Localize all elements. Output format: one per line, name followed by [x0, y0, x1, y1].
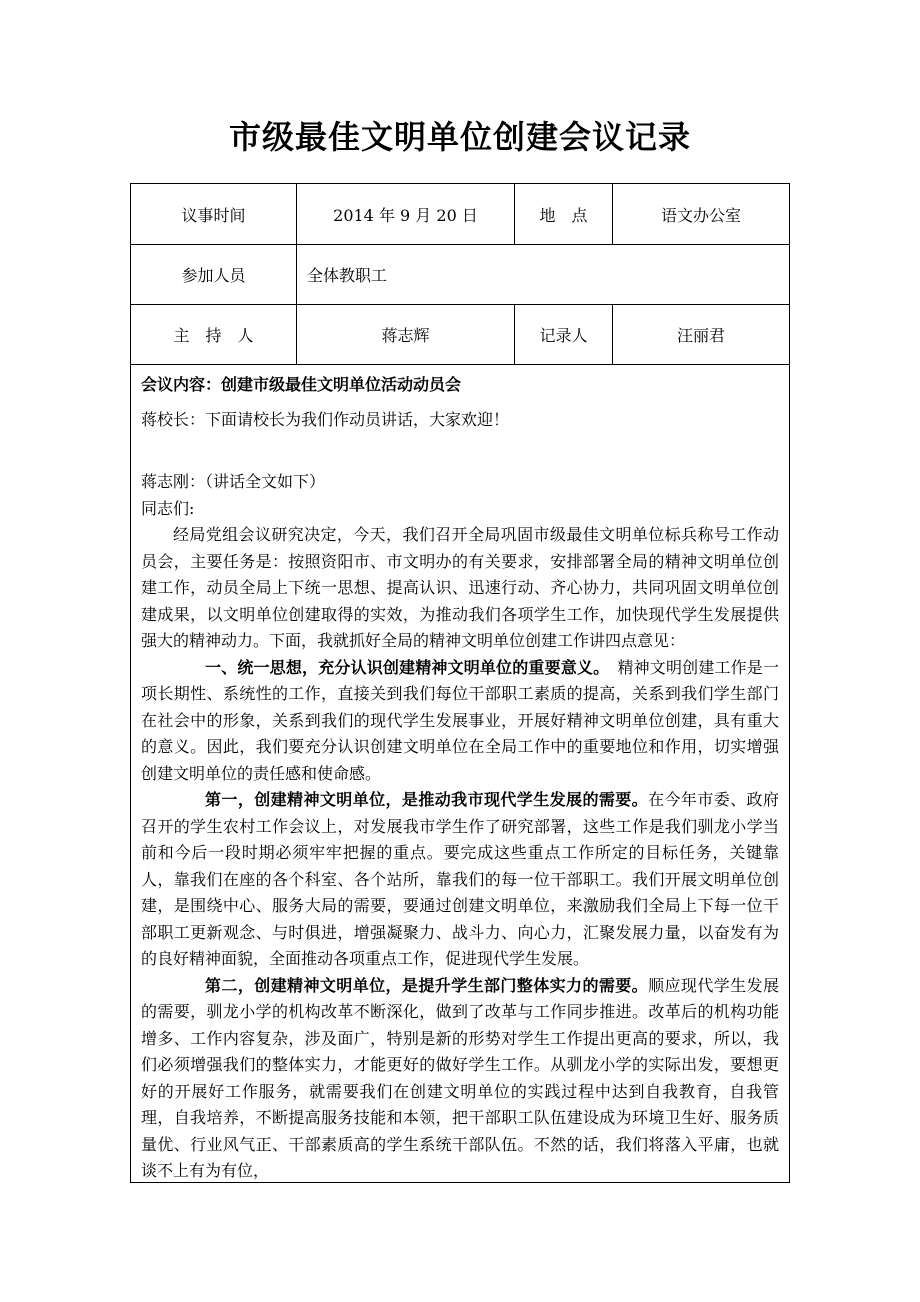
- section-1: [141, 655, 779, 788]
- point-1-heading: 第一，创建精神文明单位，是推动我市现代学生发展的需要。: [205, 790, 649, 809]
- opening-remark: 蒋校长：下面请校长为我们作动员讲话，大家欢迎！: [141, 409, 510, 429]
- place-value: 语文办公室: [612, 184, 789, 244]
- time-label: 议事时间: [181, 205, 246, 225]
- point-1-text: 在今年市委、政府召开的学生农村工作会议上，对发展我市学生作了研究部署，这些工作是我们驯龙小学当前和今后一段时期必须牢牢把握的重点。要完成这些重点工作所定的目标任务，关键靠人，靠我们在座的各个科室、各个站所，靠我们的每一位干部职工。我们开展文明单位创建，是围绕中心、服务大局的需要，要通过创建文明单位，来激励我们全局上下每一位干部职工更新观念、与时俱进，增强凝聚力、战斗力、向心力，汇聚发展力量，以奋发有为的良好精神面貌，全面推动各项重点工作，促进现代学生发展。: [141, 790, 779, 968]
- row-time-place: [131, 184, 789, 245]
- meeting-content: [131, 364, 789, 1182]
- time-value: 2014 年 9 月 20 日: [296, 184, 514, 244]
- row-attendees: [131, 244, 789, 305]
- attendees-label: 参加人员: [181, 265, 246, 285]
- row-host-recorder: [131, 304, 789, 365]
- host-value: 蒋志辉: [296, 304, 514, 364]
- recorder-value: 汪丽君: [612, 304, 789, 364]
- point-2-heading: 第二，创建精神文明单位，是提升学生部门整体实力的需要。: [205, 975, 649, 995]
- page-title: 市级最佳文明单位创建会议记录: [228, 118, 691, 156]
- salutation: 同志们:: [141, 498, 195, 518]
- intro-paragraph: 经局党组会议研究决定，今天，我们召开全局巩固市级最佳文明单位标兵称号工作动员会，主要任务是：按照资阳市、市文明办的有关要求，安排部署全局的精神文明单位创建工作，动员全局上下统一思想、提高认识、迅速行动、齐心协力，共同巩固文明单位创建成果，以文明单位创建取得的实效，为推动我们各项学生工作，加快现代学生发展提供强大的精神动力。下面，我就抓好全局的精神文明单位创建工作讲四点意见：: [141, 525, 779, 650]
- section-1-text: 精神文明创建工作是一项长期性、系统性的工作，直接关到我们每位干部职工素质的提高，关系到我们学生部门在社会中的形象，关系到我们的现代学生发展事业，开展好精神文明单位创建，具有重大的意义。因此，我们要充分认识创建文明单位在全局工作中的重要地位和作用，切实增强创建文明单位的责任感和使命感。: [141, 657, 779, 783]
- point-2-text: 顺应现代学生发展的需要，驯龙小学的机构改革不断深化，做到了改革与工作同步推进。改革后的机构功能增多、工作内容复杂，涉及面广，特别是新的形势对学生工作提出更高的要求，所以，我们必须增强我们的整体实力，才能更好的做好学生工作。从驯龙小学的实际出发，要想更好的开展好工作服务，就需要我们在创建文明单位的实践过程中达到自我教育，自我管理，自我培养，不断提高服务技能和本领，把干部职工队伍建设成为环境卫生好、服务质量优、行业风气正、干部素质高的学生系统干部队伍。不然的话，我们将落入平庸，也就谈不上有为有位，: [141, 975, 779, 1180]
- place-label: 地 点: [514, 184, 612, 244]
- attendees-value: 全体教职工: [296, 244, 789, 304]
- meeting-record-table: [130, 183, 790, 1183]
- meeting-topic: 会议内容：创建市级最佳文明单位活动动员会: [141, 375, 462, 394]
- speaker-line: 蒋志刚：（讲话全文如下）: [141, 472, 326, 491]
- section-1-heading: 一、统一思想，充分认识创建精神文明单位的重要意义。: [205, 657, 602, 677]
- host-label: 主 持 人: [173, 325, 254, 345]
- point-1: [141, 787, 779, 973]
- recorder-label: 记录人: [514, 304, 612, 364]
- point-2: [141, 973, 779, 1183]
